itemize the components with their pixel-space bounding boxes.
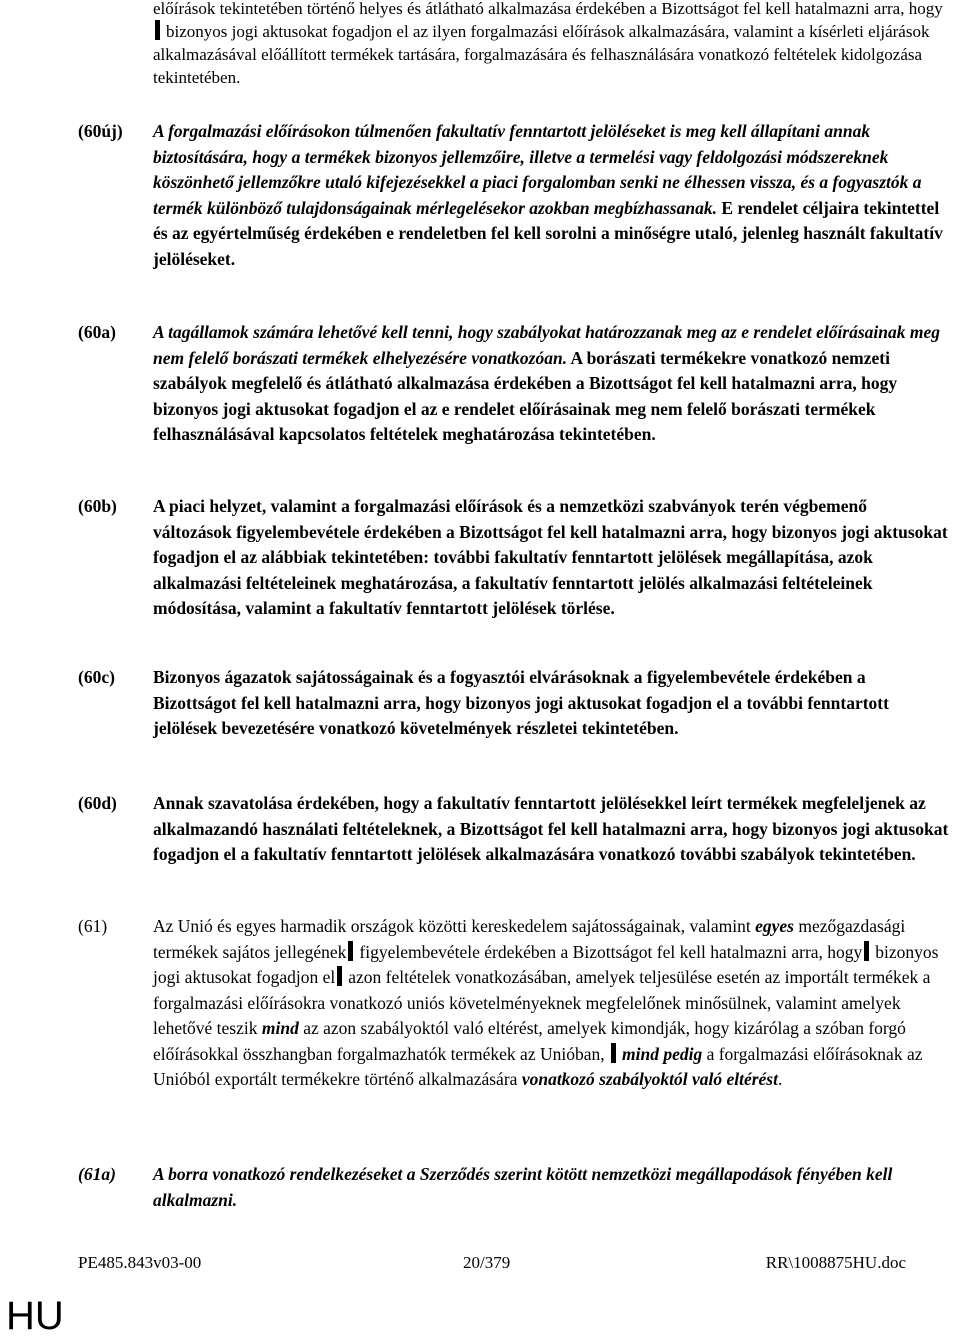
paragraph-text: A borra vonatkozó rendelkezéseket a Szerződés szerint kötött nemzetközi megállapodások fényében kell alkalmazni. xyxy=(153,1164,893,1210)
paragraph-number: (60c) xyxy=(78,667,115,687)
paragraph-number: (61a) xyxy=(78,1164,116,1184)
paragraph-number: (60d) xyxy=(78,793,117,813)
paragraph-text: Az Unió és egyes harmadik országok közötti kereskedelem sajátosságainak, valamint egyes mezőgazdasági termékek sajátos jellegének figyelembevétele érdekében a Bizottságot fel kell hatalmazni arra, hogy bizonyos jogi aktusokat fogadjon el azon feltételek vonatkozásában, amelyek teljesülése esetén az importált termékek a forgalmazási előírásokra vonatkozó uniós követelményeknek megfelelőnek minősülnek, valamint amelyek lehetővé teszik mind az azon szabályoktól való eltérést, amelyek kimondják, hogy kizárólag a szóban forgó előírásokkal összhangban forgalmazhatók termékek az Unióban, mind pedig a forgalmazási előírásoknak az Unióból exportált termékekre történő alkalmazására vonatkozó szabályoktól való eltérést. xyxy=(153,916,939,1089)
paragraph-number: (60új) xyxy=(78,121,123,141)
paragraph-text: A tagállamok számára lehetővé kell tenni, hogy szabályokat határozzanak meg az e rendelet előírásainak meg nem felelő borászati termékek elhelyezésére vonatkozóan. A borászati termékekre vonatkozó nemzeti szabályok megfelelő és átlátható alkalmazása érdekében a Bizottságot fel kell hatalmazni arra, hogy bizonyos jogi aktusokat fogadjon el az e rendelet előírásainak meg nem felelő borászati termékek felhasználásával kapcsolatos feltételek meghatározása tekintetében. xyxy=(153,322,941,444)
paragraph-text: Annak szavatolása érdekében, hogy a fakultatív fenntartott jelölésekkel leírt termékek megfeleljenek az alkalmazandó használati feltételeknek, a Bizottságot fel kell hatalmazni arra, hogy bizonyos jogi aktusokat fogadjon el a fakultatív fenntartott jelölések alkalmazására vonatkozó további szabályok tekintetében. xyxy=(153,793,949,864)
paragraph-text: A forgalmazási előírásokon túlmenően fakultatív fenntartott jelöléseket is meg kell állapítani annak biztosítására, hogy a termékek bizonyos jellemzőire, illetve a termelési vagy feldolgozási módszereknek köszönhető jellemzőkre utaló kifejezésekkel a piaci forgalomban senki ne élhessen vissza, és a fogyasztók a termék különböző tulajdonságainak mérlegelésekor azokban megbízhassanak. E rendelet céljaira tekintettel és az egyértelműség érdekében e rendeletben fel kell sorolni a minőségre utaló, jelenleg használt fakultatív jelöléseket. xyxy=(153,121,943,269)
paragraph-text: Bizonyos ágazatok sajátosságainak és a fogyasztói elvárásoknak a figyelembevétele érdekében a Bizottságot fel kell hatalmazni arra, hogy bizonyos jogi aktusokat fogadjon el a további fenntartott jelölések bevezetésére vonatkozó követelmények részletei tekintetében. xyxy=(153,667,889,738)
paragraph-number: (61) xyxy=(78,916,108,936)
paragraph-text: A piaci helyzet, valamint a forgalmazási előírások és a nemzetközi szabványok terén végbemenő változások figyelembevétele érdekében a Bizottságot fel kell hatalmazni arra, hogy bizonyos jogi aktusokat fogadjon el az alábbiak tekintetében: további fakultatív fenntartott jelölések megállapítása, azok alkalmazási feltételeinek meghatározása, a fakultatív fenntartott jelölés alkalmazási feltételeinek módosítása, valamint a fakultatív fenntartott jelölések törlése. xyxy=(153,496,948,618)
document-reference: PE485.843v03-00 xyxy=(78,1253,202,1272)
page-footer xyxy=(78,1253,906,1275)
page-number: 20/379 xyxy=(463,1253,511,1272)
change-bar xyxy=(611,1043,616,1063)
paragraph-number: (60b) xyxy=(78,496,117,516)
language-code: HU xyxy=(6,1294,64,1338)
paragraph-text: előírások tekintetében történő helyes és átlátható alkalmazása érdekében a Bizottságot fel kell hatalmazni arra, hogybizonyos jogi aktusokat fogadjon el az ilyen forgalmazási előírások alkalmazására, valamint a kísérleti eljárások alkalmazásával előállított termékek tartására, forgalmazására és felhasználására vonatkozó feltételek kidolgozása tekintetében. xyxy=(153,0,943,87)
paragraph-number: (60a) xyxy=(78,322,116,342)
change-bar xyxy=(337,966,342,986)
change-bar xyxy=(864,941,869,961)
file-name: RR\1008875HU.doc xyxy=(765,1253,906,1272)
change-bar xyxy=(155,20,160,40)
change-bar xyxy=(348,941,353,961)
